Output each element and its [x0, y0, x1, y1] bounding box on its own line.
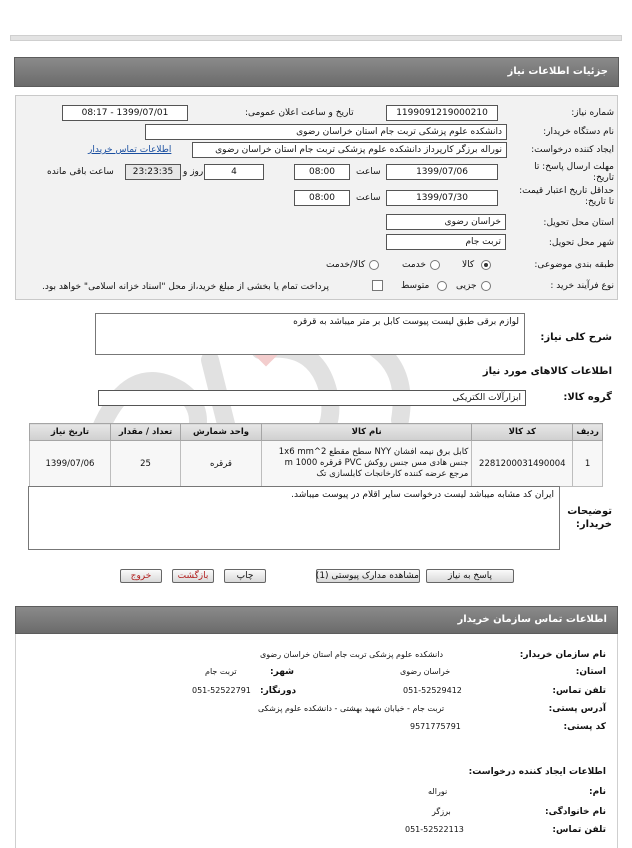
col-date: تاریخ نیاز: [30, 424, 111, 441]
price-validity-label: حداقل تاریخ اعتبار قیمت: تا تاریخ:: [519, 186, 614, 207]
process-medium-label: متوسط: [401, 281, 430, 291]
goods-group-label: گروه کالا:: [563, 392, 612, 403]
page-header: [14, 57, 619, 87]
creator-last-name-value: برزگر: [432, 807, 451, 816]
contact-phone-value: 051-52529412: [403, 686, 462, 695]
item-code: 2281200031490004: [472, 441, 573, 487]
general-desc-label: شرح کلی نیاز:: [540, 332, 612, 343]
creator-field: نوراله برزگر کارپرداز دانشکده علوم پزشکی تربت جام استان خراسان رضوی: [192, 142, 507, 158]
need-number-field: 1199091219000210: [386, 105, 498, 121]
city-label: شهر محل تحویل:: [548, 238, 614, 248]
contact-province-label: استان:: [575, 667, 606, 677]
contact-fax-label: دورنگار:: [260, 686, 297, 696]
contact-postal-value: 9571775791: [410, 722, 461, 731]
col-code: کد کالا: [472, 424, 573, 441]
category-both-label: کالا/خدمت: [326, 260, 366, 270]
table-row: [30, 441, 603, 487]
remaining-time-field: 23:23:35: [125, 164, 181, 180]
contact-address-value: تربت جام - خیابان شهید بهشتی - دانشکده علوم پزشکی: [258, 704, 445, 713]
city-field: تربت جام: [386, 234, 506, 250]
col-name: نام کالا: [261, 424, 471, 441]
exit-button[interactable]: خروج: [120, 569, 162, 583]
category-label: طبقه بندی موضوعی:: [534, 260, 614, 270]
treasury-payment-checkbox[interactable]: [372, 280, 383, 291]
contact-title: اطلاعات تماس سازمان خریدار: [457, 614, 607, 625]
col-row: ردیف: [573, 424, 603, 441]
contact-panel: [15, 634, 618, 848]
process-radio-minor[interactable]: [481, 281, 491, 291]
creator-phone-value: 051-52522113: [405, 825, 464, 834]
items-table: [29, 423, 603, 487]
creator-first-name-value: نوراله: [428, 787, 448, 796]
contact-province-value: خراسان رضوی: [400, 667, 451, 676]
creator-section-title: اطلاعات ایجاد کننده درخواست:: [468, 767, 606, 777]
col-qty: تعداد / مقدار: [110, 424, 180, 441]
page-title: جزئیات اطلاعات نیاز: [507, 66, 608, 77]
reply-days-field: 4: [204, 164, 264, 180]
contact-org-value: دانشکده علوم پزشکی تربت جام استان خراسان رضوی: [260, 650, 444, 659]
contact-header: [15, 606, 618, 634]
category-goods-label: کالا: [462, 260, 475, 270]
category-radio-both[interactable]: [369, 260, 379, 270]
price-time-label: ساعت: [356, 193, 381, 203]
buyer-notes-label: توضیحات خریدار:: [567, 506, 612, 530]
category-service-label: خدمت: [402, 260, 426, 270]
item-date: 1399/07/06: [30, 441, 111, 487]
announce-datetime-field: 1399/07/01 - 08:17: [62, 105, 188, 121]
reply-button[interactable]: پاسخ به نیاز: [426, 569, 514, 583]
contact-postal-label: کد پستی:: [563, 722, 606, 732]
reply-days-label: روز و: [183, 167, 204, 177]
contact-city-value: تربت جام: [205, 667, 237, 676]
process-type-label: نوع فرآیند خرید :: [550, 281, 614, 291]
buyer-notes-field: ایران کد مشابه میباشد لیست درخواست سایر اقلام در پیوست میباشد.: [28, 486, 560, 550]
creator-phone-label: تلفن تماس:: [552, 825, 606, 835]
item-name: کابل برق نیمه افشان NYY سطح مقطع 1x6 mm^2 جنس هادی مس جنس روکش PVC قرقره 1000 m مرجع عرضه کننده کارخانجات کابلسازی تک: [261, 441, 471, 487]
row-number: 1: [573, 441, 603, 487]
reply-deadline-label: مهلت ارسال پاسخ: تا تاریخ:: [534, 162, 614, 183]
items-table-header: [30, 424, 603, 441]
contact-fax-value: 051-52522791: [192, 686, 251, 695]
price-validity-date: 1399/07/30: [386, 190, 498, 206]
category-radio-service[interactable]: [430, 260, 440, 270]
contact-address-label: آدرس پستی:: [548, 704, 606, 714]
reply-time-label: ساعت: [356, 167, 381, 177]
attachments-button[interactable]: مشاهده مدارک پیوستی (1): [315, 571, 419, 581]
contact-org-label: نام سازمان خریدار:: [519, 650, 606, 660]
creator-last-name-label: نام خانوادگی:: [544, 807, 606, 817]
remaining-label: ساعت باقی مانده: [47, 167, 114, 177]
items-section-title: اطلاعات کالاهای مورد نیاز: [482, 366, 612, 377]
province-label: استان محل تحویل:: [543, 218, 614, 228]
category-radio-goods[interactable]: [481, 260, 491, 270]
announce-datetime-label: تاریخ و ساعت اعلان عمومی:: [245, 108, 354, 118]
reply-deadline-date: 1399/07/06: [386, 164, 498, 180]
buyer-contact-link[interactable]: اطلاعات تماس خریدار: [88, 145, 172, 155]
top-strip: [10, 35, 622, 41]
back-button[interactable]: بازگشت: [172, 569, 214, 583]
buyer-name-label: نام دستگاه خریدار:: [543, 127, 614, 137]
col-unit: واحد شمارش: [181, 424, 262, 441]
process-radio-medium[interactable]: [437, 281, 447, 291]
creator-first-name-label: نام:: [589, 787, 606, 797]
reply-deadline-time: 08:00: [294, 164, 350, 180]
contact-phone-label: تلفن تماس:: [552, 686, 606, 696]
goods-group-field: ابزارآلات الکتریکی: [98, 390, 526, 406]
process-minor-label: جزیی: [456, 281, 477, 291]
province-field: خراسان رضوی: [386, 214, 506, 230]
contact-city-label: شهر:: [270, 667, 294, 677]
price-validity-time: 08:00: [294, 190, 350, 206]
item-qty: 25: [110, 441, 180, 487]
item-unit: قرقره: [181, 441, 262, 487]
buyer-name-field: دانشکده علوم پزشکی تربت جام استان خراسان رضوی: [145, 124, 507, 140]
creator-label: ایجاد کننده درخواست:: [531, 145, 614, 155]
print-button[interactable]: چاپ: [224, 569, 266, 583]
need-number-label: شماره نیاز:: [571, 108, 614, 118]
treasury-payment-note: پرداخت تمام یا بخشی از مبلغ خرید،از محل "اسناد خزانه اسلامی" خواهد بود.: [42, 282, 330, 292]
general-desc-field: لوازم برقی طبق لیست پیوست کابل بر متر میباشد به قرقره: [95, 313, 525, 355]
